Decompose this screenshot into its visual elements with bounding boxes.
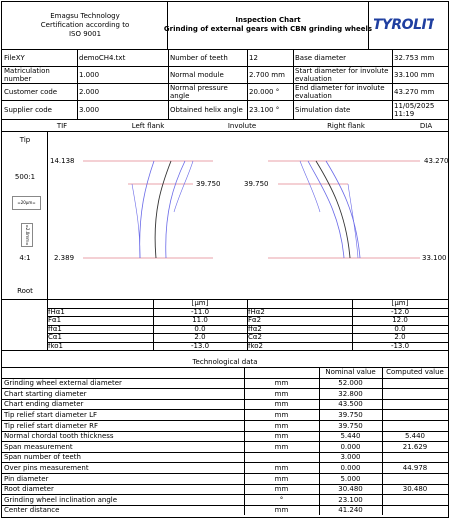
info-label-0-2: Base diameter [295, 53, 347, 62]
info-label-3-0: Supplier code [4, 105, 52, 114]
tech-row-nominal: 41.240 [338, 506, 363, 515]
right-dev-value: 2.0 [394, 333, 406, 341]
tech-row-unit: mm [274, 432, 289, 441]
tech-row-nominal: 0.000 [340, 463, 361, 472]
right-dev-name: fko2 [248, 341, 264, 350]
tech-row-unit: mm [274, 463, 289, 472]
tech-row-unit: ° [279, 495, 284, 504]
left-dev-name: Fα1 [48, 316, 62, 324]
tech-row-unit: mm [274, 400, 289, 409]
scale-box-2mm-label: =2.0mm= [25, 224, 30, 246]
tech-row-unit: mm [274, 410, 289, 419]
scale-box-20um-label: =20µm= [17, 200, 36, 205]
left-tif-bottom-value: 2.389 [54, 254, 75, 262]
left-dev-value: 0.0 [194, 324, 206, 333]
left-dev-value: -13.0 [190, 341, 210, 350]
right-unit-label: [µm] [391, 299, 409, 307]
computed-col-header: Computed value [386, 368, 444, 376]
info-value-0-1: 12 [249, 53, 258, 62]
left-tif-top-value: 14.138 [50, 157, 75, 165]
tech-row-name: Grinding wheel inclination angle [4, 495, 118, 504]
info-value-3-0: 3.000 [79, 105, 100, 114]
tech-row-name: Grinding wheel external diameter [4, 379, 122, 388]
left-unit-label: [µm] [191, 299, 209, 307]
scale-box-20um [12, 196, 41, 210]
right-dev-name: fHα2 [248, 307, 265, 316]
right-dev-value: -12.0 [390, 307, 410, 316]
tech-row-name: Chart starting diameter [4, 389, 87, 398]
company-line3: ISO 9001 [68, 30, 102, 38]
tif-col-header: TIF [56, 122, 68, 130]
right-dia-top-value: 43.270 [424, 157, 448, 165]
info-value-1-2: 33.100 mm [394, 70, 435, 79]
left-dev-name: ffα1 [48, 324, 62, 333]
tech-row-name: Root diameter [4, 485, 54, 494]
info-value-2-1: 20.000 ° [249, 87, 280, 96]
tech-row-unit: mm [274, 506, 289, 515]
right-flank-header: Right flank [327, 122, 365, 130]
right-dev-name: Fα2 [248, 316, 262, 324]
left-tolerance-curve-c [132, 184, 140, 258]
left-dev-name: fHα1 [48, 307, 65, 316]
right-tolerance-curve-d [300, 161, 320, 212]
right-tolerance-curve-b [326, 161, 360, 258]
tech-row-unit: mm [274, 389, 289, 398]
tech-row-unit: mm [274, 485, 289, 494]
tech-row-name: Span measurement [4, 442, 73, 451]
right-dev-value: 12.0 [392, 316, 408, 324]
tech-row-nominal: 23.100 [338, 495, 363, 504]
right-dev-name: ffα2 [248, 324, 262, 333]
left-tolerance-curve-b [166, 161, 185, 258]
tech-row-unit: mm [274, 379, 289, 388]
info-label-2-2: End diameter for involute evaluation [295, 83, 385, 100]
tech-row-nominal: 39.750 [338, 410, 363, 419]
logo-graphic [374, 13, 434, 35]
left-flank-header: Left flank [131, 122, 165, 130]
scale-lower-label: 4:1 [19, 254, 31, 262]
tech-title: Technological data [192, 358, 258, 366]
tech-row-name: Chart ending diameter [4, 400, 84, 409]
info-label-1-1: Normal module [170, 70, 224, 79]
nominal-col-header: Nominal value [325, 368, 376, 376]
left-dev-name: fko1 [48, 341, 64, 350]
info-label-2-0: Customer code [4, 87, 58, 96]
info-value-1-1: 2.700 mm [249, 70, 285, 79]
inspection-report [1, 1, 449, 518]
right-dev-value: 0.0 [394, 324, 406, 333]
tech-row-unit: mm [274, 442, 289, 451]
right-mid-value: 39.750 [244, 180, 269, 188]
logo-text: TYROLIT [374, 17, 434, 33]
right-dia-bottom-value: 33.100 [422, 254, 447, 262]
left-tolerance-curve-d [174, 161, 193, 212]
tech-row-nominal: 5.000 [340, 474, 361, 483]
tech-row-name: Pin diameter [4, 474, 49, 483]
tip-label: Tip [19, 136, 31, 144]
tyrolit-logo [374, 13, 434, 35]
info-value-3-1: 23.100 ° [249, 105, 280, 114]
info-label-1-2: Start diameter for involute evaluation [295, 66, 389, 83]
right-dev-value: -13.0 [390, 341, 410, 350]
tech-row-name: Span number of teeth [4, 453, 81, 462]
tech-row-computed: 30.480 [402, 485, 428, 494]
tech-row-name: Normal chordal tooth thickness [4, 432, 114, 441]
tech-row-nominal: 30.480 [338, 485, 363, 494]
right-tolerance-curve-c [348, 184, 358, 258]
info-label-2-1: Normal pressure angle [170, 83, 228, 100]
report-title: Inspection Chart [235, 16, 301, 24]
root-label: Root [17, 287, 33, 295]
info-label-0-0: FileXY [4, 53, 25, 62]
report-subtitle: Grinding of external gears with CBN grinding wheels [163, 25, 373, 33]
scale-upper-label: 500:1 [14, 173, 36, 181]
info-label-1-0: Matriculation number [4, 66, 50, 83]
involute-header: Involute [227, 122, 257, 130]
info-value-0-0: demoCH4.txt [79, 53, 126, 62]
tech-row-nominal: 3.000 [340, 453, 361, 462]
tech-row-nominal: 52.000 [338, 379, 363, 388]
info-value-1-0: 1.000 [79, 70, 100, 79]
left-mid-value: 39.750 [196, 180, 221, 188]
tech-row-name: Over pins measurement [4, 463, 89, 472]
tech-row-name: Tip relief start diameter LF [4, 410, 98, 419]
company-line1: Emagsu Technology [50, 12, 120, 20]
left-dev-value: -11.0 [190, 307, 210, 316]
scale-box-2mm [21, 223, 33, 247]
company-line2: Certification according to [40, 21, 130, 29]
tech-row-unit: mm [274, 421, 289, 430]
dia-col-header: DIA [419, 122, 433, 130]
tech-row-name: Center distance [4, 506, 60, 515]
right-dev-name: Cα2 [248, 333, 262, 341]
tech-row-name: Tip relief start diameter RF [4, 421, 98, 430]
right-tolerance-curve-a [308, 161, 344, 258]
left-dev-value: 2.0 [194, 333, 206, 341]
tech-row-computed: 44.978 [402, 463, 428, 472]
info-label-0-1: Number of teeth [170, 53, 228, 62]
info-value-2-0: 2.000 [79, 87, 100, 96]
info-label-3-1: Obtained helix angle [170, 105, 243, 114]
left-dev-value: 11.0 [192, 316, 208, 324]
tech-row-computed: 21.629 [402, 442, 428, 451]
tech-row-nominal: 32.800 [338, 389, 363, 398]
info-value-2-2: 43.270 mm [394, 87, 435, 96]
left-dev-name: Cα1 [48, 333, 62, 341]
info-value-0-2: 32.753 mm [394, 53, 435, 62]
tech-row-unit: mm [274, 474, 289, 483]
tech-row-computed: 5.440 [404, 432, 426, 441]
info-label-3-2: Simulation date [295, 105, 351, 114]
tech-row-nominal: 43.500 [338, 400, 363, 409]
tech-row-nominal: 0.000 [340, 442, 361, 451]
involute-chart [48, 132, 448, 298]
info-value-3-2: 11/05/2025 11:19 [394, 101, 435, 118]
tech-row-nominal: 39.750 [338, 421, 363, 430]
left-tolerance-curve-a [140, 161, 154, 258]
tech-row-nominal: 5.440 [340, 432, 361, 441]
